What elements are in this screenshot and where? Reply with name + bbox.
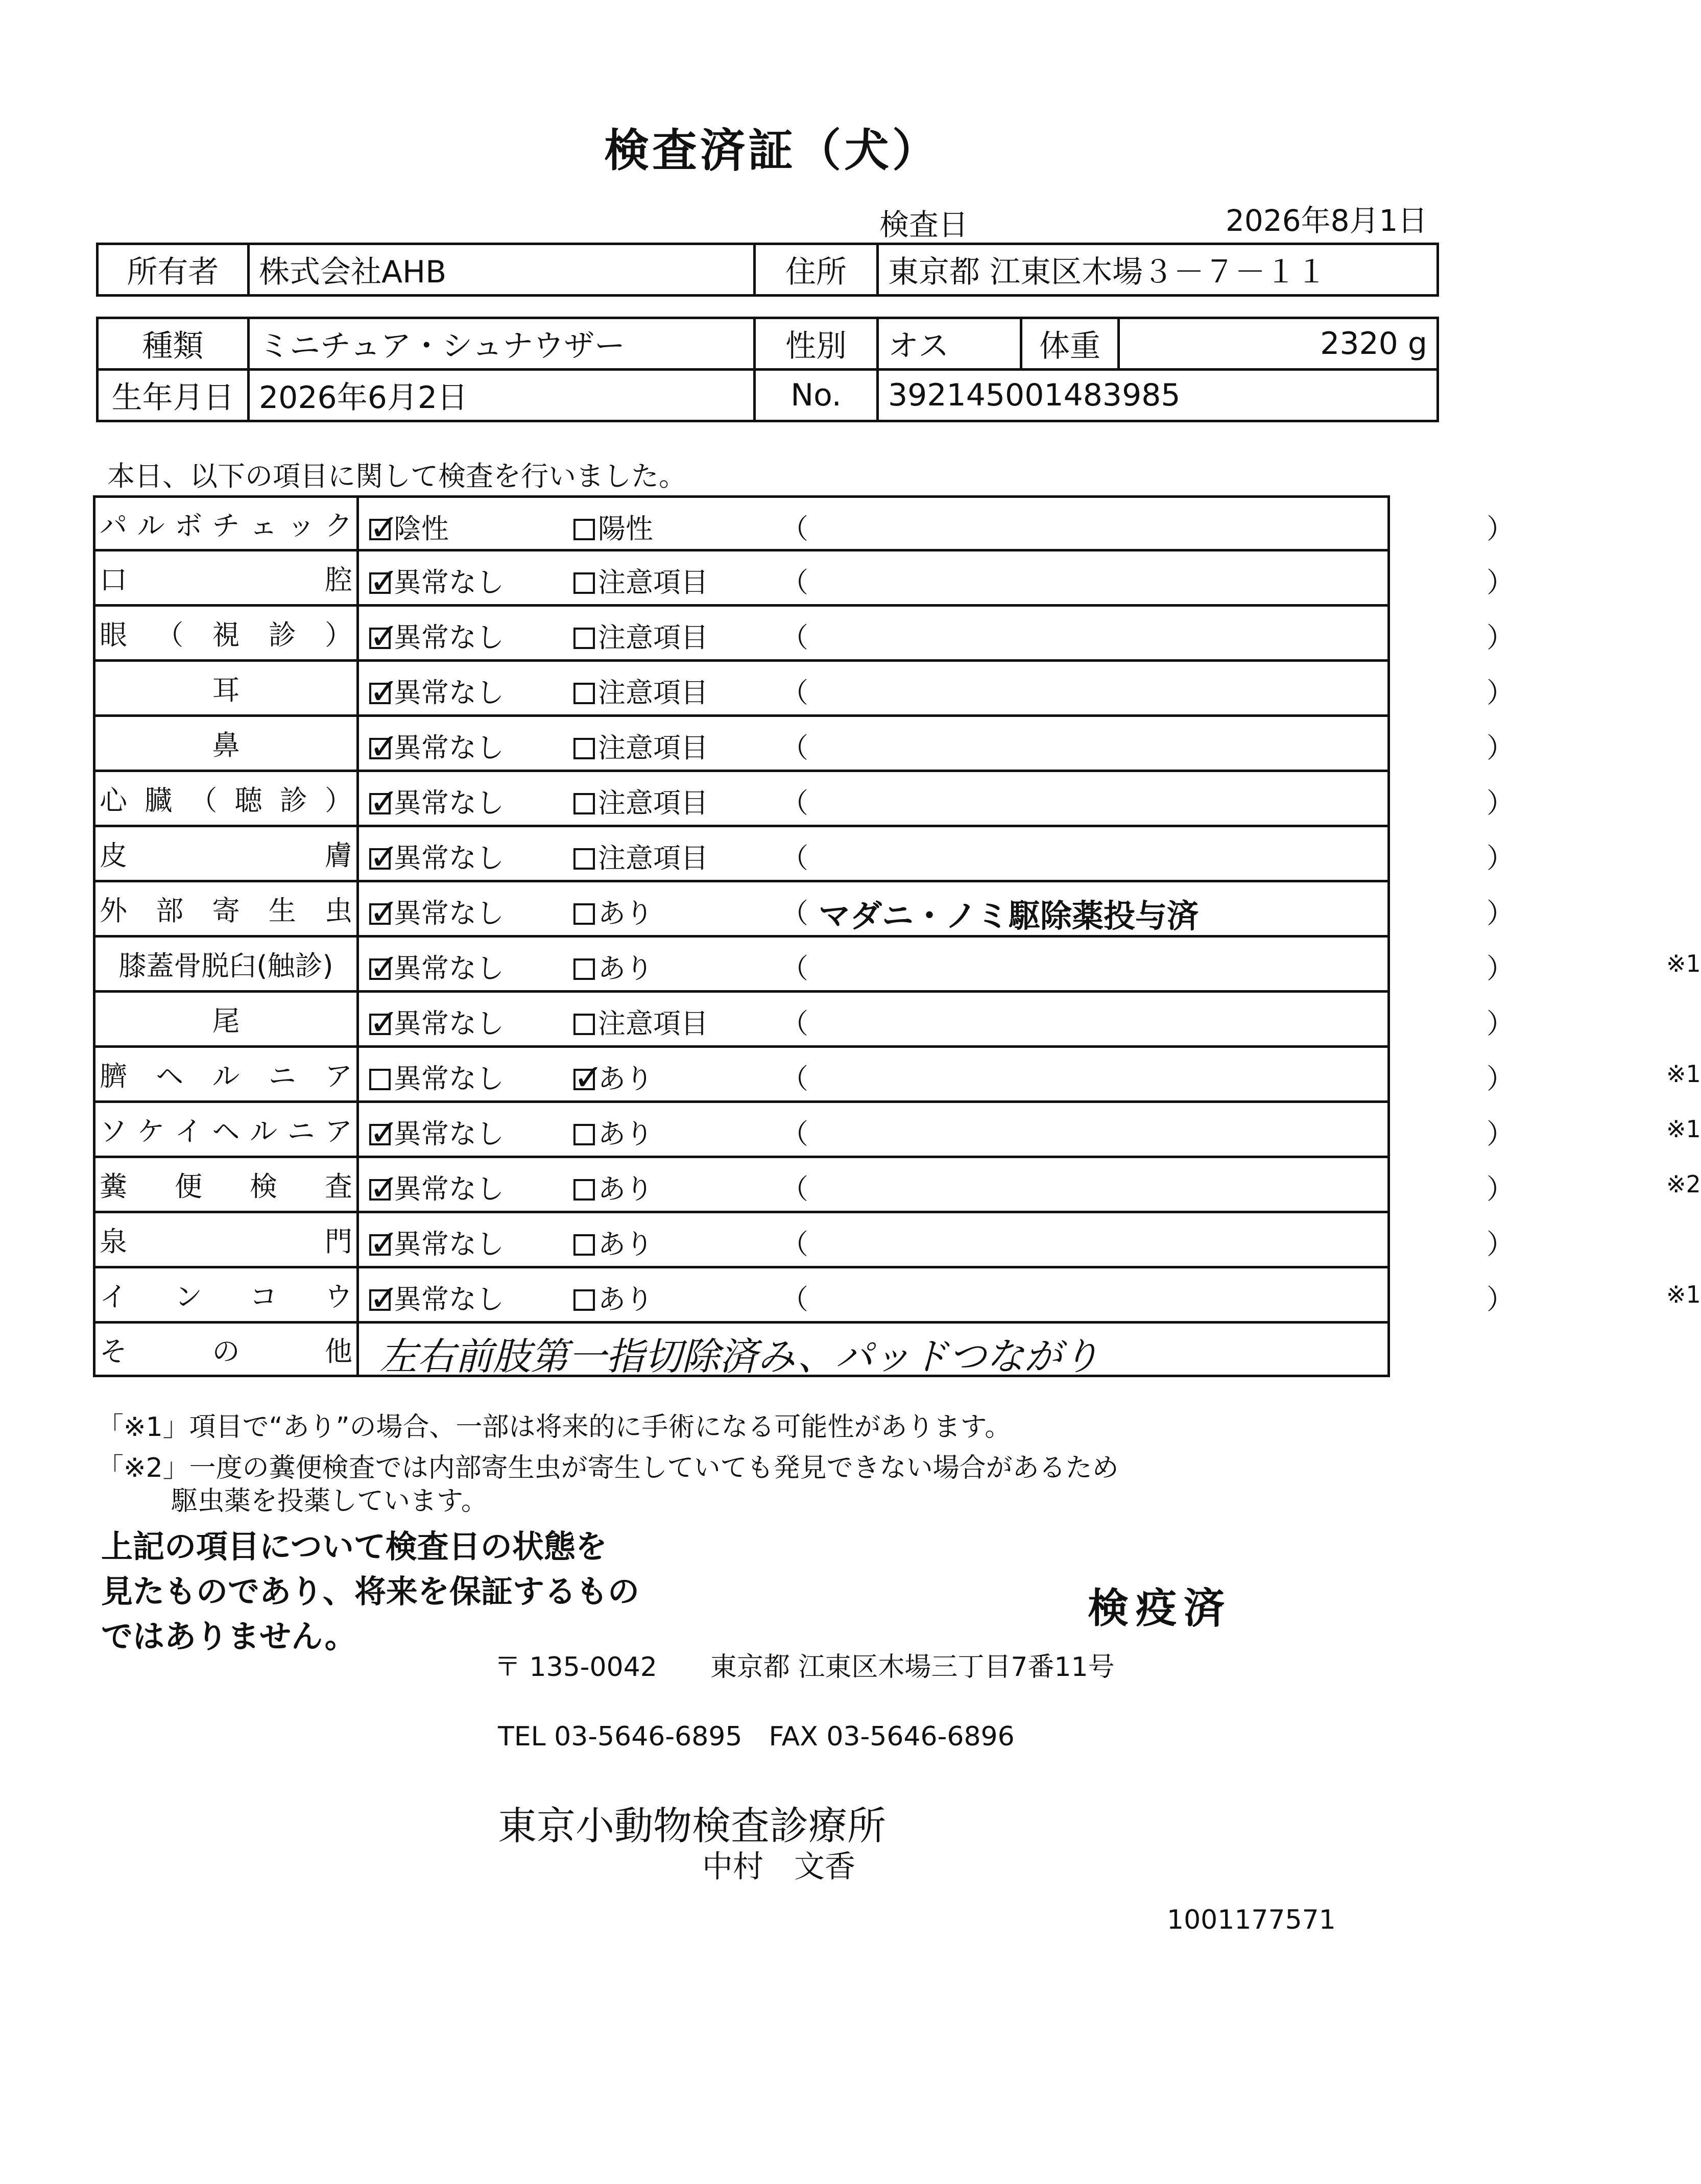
note-paren-open: （ (781, 732, 808, 764)
option-label: あり (598, 952, 653, 985)
option-label: あり (598, 1063, 653, 1095)
checkbox[interactable] (573, 848, 595, 870)
note-paren-open: （ (781, 897, 808, 929)
footnote-mark: ※2 (1666, 1170, 1701, 1198)
row-label: 心 臓 （ 聴 診 ） (94, 771, 358, 826)
option-abnormal[interactable] (573, 781, 708, 821)
option-label: 異常なし (394, 566, 504, 598)
footnote-mark: ※1 (1666, 1060, 1701, 1088)
note-paren-close: ） (1487, 1228, 1514, 1260)
note-paren-close: ） (1487, 566, 1514, 598)
note-paren-open: （ (781, 513, 808, 545)
note-paren-close: ） (1487, 1063, 1514, 1095)
option-normal[interactable] (369, 1057, 504, 1096)
row-label: 耳 (94, 661, 358, 716)
note-paren-close: ） (1487, 1007, 1514, 1040)
option-abnormal[interactable] (573, 1112, 653, 1151)
row-label: 膝蓋骨脱臼(触診) (94, 937, 358, 992)
animal-table (96, 317, 1439, 422)
option-label: あり (598, 1118, 653, 1150)
checkbox[interactable] (369, 1222, 399, 1264)
note-paren-close: ） (1487, 952, 1514, 985)
option-normal[interactable] (369, 892, 504, 931)
option-label: 陽性 (598, 513, 653, 545)
breed-value: ミニチュア・シュナウザー (249, 318, 755, 370)
row-label: 臍 ヘ ル ニ ア (94, 1047, 358, 1102)
table-row (94, 937, 1389, 992)
option-label: 異常なし (394, 1007, 504, 1040)
option-abnormal[interactable] (573, 836, 708, 876)
note-paren-open: （ (781, 1007, 808, 1040)
footnote-2-line-1: 「※2」一度の糞便検査では内部寄生虫が寄生していても発見できない場合があるため (97, 1453, 1119, 1483)
option-label: 異常なし (394, 1063, 504, 1095)
row-label: 鼻 (94, 716, 358, 771)
option-label: 異常なし (394, 1228, 504, 1260)
row-label: パ ル ボ チ ェ ッ ク (94, 497, 358, 550)
no-value: 392145001483985 (878, 370, 1438, 421)
option-label: あり (598, 1283, 653, 1315)
exam-date: 2026年8月1日 (1226, 203, 1428, 238)
note-paren-open: （ (781, 1118, 808, 1150)
note-paren-open: （ (781, 1173, 808, 1205)
checkbox[interactable] (573, 1124, 595, 1145)
table-row (94, 771, 1389, 826)
note-paren-open: （ (781, 677, 808, 709)
option-normal[interactable] (369, 671, 504, 710)
check-mark-icon: ✓ (369, 507, 399, 548)
row-label: 眼 （ 視 診 ） (94, 606, 358, 661)
footnote-2-line-2: 駆虫薬を投薬しています。 (171, 1486, 488, 1517)
option-abnormal[interactable] (573, 1167, 653, 1207)
option-label: 異常なし (394, 787, 504, 819)
check-mark-icon: ✓ (369, 726, 399, 767)
note-paren-close: ） (1487, 621, 1514, 654)
table-row (94, 1102, 1389, 1157)
option-label: 注意項目 (598, 677, 708, 709)
birth-value: 2026年6月2日 (249, 370, 755, 421)
table-row (94, 550, 1389, 606)
checkbox[interactable] (369, 507, 399, 548)
option-normal[interactable] (369, 561, 504, 600)
checkbox[interactable] (369, 1112, 399, 1154)
option-label: あり (598, 1228, 653, 1260)
intro-text: 本日、以下の項目に関して検査を行いました。 (107, 460, 686, 492)
table-row (94, 992, 1389, 1047)
document-title: 検査済証（犬） (604, 124, 940, 177)
checkbox[interactable] (573, 1289, 595, 1311)
footnote-mark: ※1 (1666, 950, 1701, 977)
table-row (94, 1157, 1389, 1212)
row-options (358, 771, 1514, 826)
row-options (358, 1157, 1701, 1212)
option-abnormal[interactable] (573, 561, 708, 600)
option-label: あり (598, 897, 653, 929)
no-label: No. (755, 370, 878, 421)
option-label: 注意項目 (598, 621, 708, 654)
note-paren-open: （ (781, 566, 808, 598)
check-mark-icon: ✓ (573, 1057, 604, 1098)
option-normal[interactable] (369, 616, 504, 655)
option-abnormal[interactable] (573, 1002, 708, 1041)
row-options (358, 716, 1514, 771)
disclaimer-line-3: ではありません。 (101, 1618, 356, 1655)
option-normal[interactable] (369, 1167, 504, 1207)
table-row (94, 1267, 1389, 1323)
note-paren-close: ） (1487, 1173, 1514, 1205)
checkbox[interactable] (369, 726, 399, 767)
note-paren-open: （ (781, 952, 808, 985)
option-label: 注意項目 (598, 732, 708, 764)
checkbox[interactable] (369, 560, 399, 602)
note-paren-open: （ (781, 787, 808, 819)
checkbox[interactable] (369, 1277, 399, 1319)
option-label: 注意項目 (598, 787, 708, 819)
check-mark-icon: ✓ (369, 1222, 399, 1264)
check-mark-icon: ✓ (369, 1112, 399, 1154)
row-options (358, 1102, 1701, 1157)
checkbox[interactable] (369, 946, 399, 988)
exam-date-label: 検査日 (879, 207, 969, 242)
option-normal[interactable] (369, 1222, 504, 1262)
row-label: 口 腔 (94, 550, 358, 606)
note-paren-open: （ (781, 621, 808, 654)
checkbox[interactable] (369, 1001, 399, 1043)
footnote-mark: ※1 (1666, 1115, 1701, 1143)
option-label: 異常なし (394, 897, 504, 929)
checkbox[interactable] (369, 891, 399, 933)
quarantine-stamp: 検疫済 (1088, 1585, 1232, 1632)
checkbox[interactable] (573, 793, 595, 814)
row-options (358, 606, 1514, 661)
owner-value: 株式会社AHB (249, 244, 755, 296)
option-abnormal[interactable] (573, 1222, 653, 1262)
note-paren-close: ） (1487, 677, 1514, 709)
disclaimer (101, 1524, 639, 1659)
clinic-address: 〒 135-0042 東京都 江東区木場三丁目7番11号 (494, 1652, 1115, 1683)
option-label: 注意項目 (598, 1007, 708, 1040)
inspection-table (93, 495, 1701, 1379)
checkbox[interactable] (573, 683, 595, 704)
row-label: そ の 他 (94, 1323, 358, 1376)
note-paren-close: ） (1487, 787, 1514, 819)
row-options (358, 661, 1514, 716)
row-label: イ ン コ ウ (94, 1267, 358, 1323)
row-label: 尾 (94, 992, 358, 1047)
option-normal[interactable] (369, 507, 449, 546)
weight-label: 体重 (1021, 318, 1119, 370)
option-abnormal[interactable] (573, 726, 708, 765)
checkbox[interactable] (573, 519, 595, 540)
row-label: 皮 膚 (94, 826, 358, 881)
checkbox[interactable] (573, 572, 595, 594)
option-label: 異常なし (394, 1173, 504, 1205)
checkbox[interactable] (369, 670, 399, 712)
option-abnormal[interactable] (573, 947, 653, 986)
note-paren-close: ） (1487, 732, 1514, 764)
check-mark-icon: ✓ (369, 781, 399, 823)
table-row (94, 716, 1389, 771)
document-number: 1001177571 (1167, 1905, 1336, 1935)
row-note: マダニ・ノミ駆除薬投与済 (819, 897, 1199, 934)
table-row (94, 826, 1389, 881)
table-row (94, 497, 1389, 550)
checkbox[interactable] (573, 903, 595, 925)
checkbox[interactable] (369, 615, 399, 657)
check-mark-icon: ✓ (369, 1001, 399, 1043)
note-paren-open: （ (781, 1063, 808, 1095)
option-label: 異常なし (394, 842, 504, 874)
note-paren-close: ） (1487, 513, 1514, 545)
row-label: 外 部 寄 生 虫 (94, 881, 358, 937)
owner-label: 所有者 (98, 244, 249, 296)
row-options (358, 497, 1514, 550)
address-label: 住所 (755, 244, 878, 296)
disclaimer-line-2: 見たものであり、将来を保証するもの (101, 1573, 640, 1610)
breed-label: 種類 (98, 318, 249, 370)
clinic-name: 東京小動物検査診療所 (498, 1803, 886, 1849)
footnote-mark: ※1 (1666, 1281, 1701, 1308)
check-mark-icon: ✓ (369, 560, 399, 602)
option-label: 異常なし (394, 621, 504, 654)
option-normal[interactable] (369, 1112, 504, 1154)
sex-value: オス (878, 318, 1021, 370)
option-label: 異常なし (394, 732, 504, 764)
check-mark-icon: ✓ (369, 891, 399, 933)
row-options (358, 1047, 1701, 1102)
table-row (94, 1047, 1389, 1102)
option-abnormal[interactable] (573, 892, 653, 931)
option-normal[interactable] (369, 836, 504, 876)
option-normal[interactable] (369, 781, 504, 821)
option-abnormal[interactable] (573, 616, 708, 655)
option-label: 異常なし (394, 677, 504, 709)
option-label: 陰性 (394, 513, 449, 545)
note-paren-open: （ (781, 842, 808, 874)
checkbox[interactable] (573, 1014, 595, 1035)
row-options (358, 550, 1514, 606)
check-mark-icon: ✓ (369, 946, 399, 988)
check-mark-icon: ✓ (369, 670, 399, 712)
row-label: ソ ケ イ ヘ ル ニ ア (94, 1102, 358, 1157)
checkbox[interactable] (573, 628, 595, 649)
option-label: あり (598, 1173, 653, 1205)
checkbox[interactable] (369, 836, 399, 878)
clinic-tel-fax: TEL 03-5646-6895 FAX 03-5646-6896 (498, 1721, 1015, 1752)
weight-value: 2320 g (1119, 318, 1438, 370)
table-row (94, 881, 1389, 937)
check-mark-icon: ✓ (369, 1167, 399, 1209)
row-options (358, 992, 1514, 1047)
row-options (358, 881, 1514, 937)
option-normal[interactable] (369, 1002, 504, 1041)
check-mark-icon: ✓ (369, 1277, 399, 1319)
option-label: 異常なし (394, 1118, 504, 1150)
checkbox[interactable] (573, 958, 595, 980)
table-row (94, 606, 1389, 661)
note-paren-open: （ (781, 1228, 808, 1260)
option-abnormal[interactable] (573, 1057, 653, 1096)
option-label: 注意項目 (598, 566, 708, 598)
row-options (358, 937, 1701, 992)
checkbox[interactable] (369, 781, 399, 823)
checkbox[interactable] (573, 1234, 595, 1256)
option-abnormal[interactable] (573, 671, 708, 710)
birth-label: 生年月日 (98, 370, 249, 421)
note-paren-close: ） (1487, 897, 1514, 929)
option-normal[interactable] (369, 1278, 504, 1317)
row-options (358, 1267, 1701, 1323)
check-mark-icon: ✓ (369, 836, 399, 878)
table-row-other (94, 1323, 1389, 1376)
checkbox[interactable] (369, 1167, 399, 1209)
checkbox[interactable] (573, 1179, 595, 1201)
owner-table (96, 243, 1439, 297)
row-label: 泉 門 (94, 1212, 358, 1267)
clinic-person: 中村 文香 (702, 1849, 855, 1885)
option-normal[interactable] (369, 726, 504, 765)
option-normal[interactable] (369, 947, 504, 986)
note-paren-open: （ (781, 1283, 808, 1315)
option-abnormal[interactable] (573, 1278, 653, 1317)
other-notes (358, 1323, 1389, 1379)
row-options (358, 1212, 1514, 1267)
check-mark-icon: ✓ (369, 615, 399, 657)
table-row (94, 1212, 1389, 1267)
option-label: 注意項目 (598, 842, 708, 874)
disclaimer-line-1: 上記の項目について検査日の状態を (101, 1528, 607, 1565)
handwritten-note: 左右前肢第一指切除済み、パッドつながり (379, 1335, 1100, 1379)
checkbox[interactable] (573, 738, 595, 759)
row-options (358, 826, 1514, 881)
option-label: 異常なし (394, 952, 504, 985)
option-label: 異常なし (394, 1283, 504, 1315)
table-row (94, 661, 1389, 716)
note-paren-close: ） (1487, 842, 1514, 874)
row-label: 糞 便 検 査 (94, 1157, 358, 1212)
checkbox[interactable] (573, 1057, 604, 1098)
sex-label: 性別 (755, 318, 878, 370)
checkbox[interactable] (369, 1069, 391, 1090)
address-value: 東京都 江東区木場３－７－１１ (878, 244, 1438, 296)
note-paren-close: ） (1487, 1283, 1514, 1315)
option-abnormal[interactable] (573, 507, 653, 546)
note-paren-close: ） (1487, 1118, 1514, 1150)
footnote-1: 「※1」項目で“あり”の場合、一部は将来的に手術になる可能性があります。 (97, 1412, 1012, 1443)
